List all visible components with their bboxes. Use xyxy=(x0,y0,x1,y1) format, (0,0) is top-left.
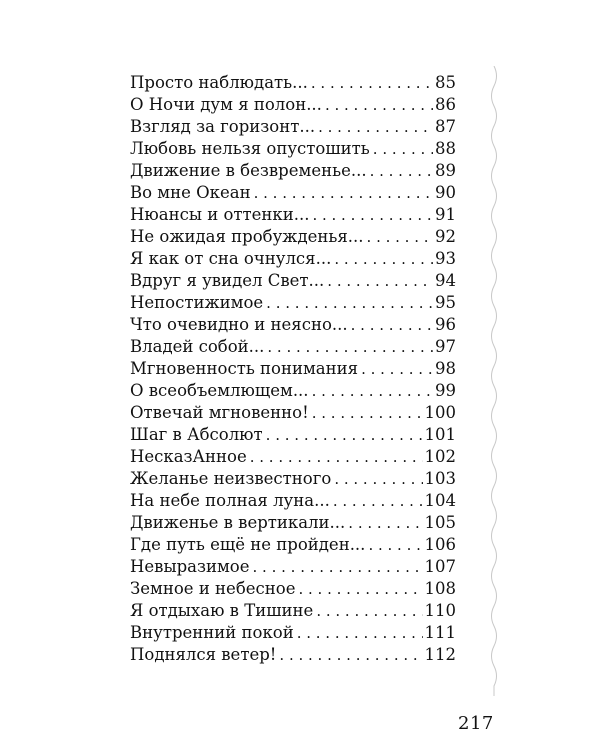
toc-dot-leader xyxy=(368,534,422,556)
toc-entry-page: 100 xyxy=(424,403,456,422)
toc-dot-leader xyxy=(250,446,423,468)
toc-entry-title: О Ночи дум я полон... xyxy=(130,95,322,114)
toc-entry xyxy=(130,270,456,292)
toc-entry-page: 97 xyxy=(435,337,456,356)
toc-dot-leader xyxy=(334,468,422,490)
toc-entry-page: 108 xyxy=(424,579,456,598)
toc-entry-page: 104 xyxy=(424,491,456,510)
table-of-contents xyxy=(130,72,456,666)
toc-entry xyxy=(130,314,456,336)
toc-entry-page: 86 xyxy=(435,95,456,114)
toc-entry xyxy=(130,358,456,380)
toc-entry xyxy=(130,248,456,270)
toc-entry-title: Отвечай мгновенно! xyxy=(130,403,309,422)
toc-entry-title: Любовь нельзя опустошить xyxy=(130,139,370,158)
toc-entry xyxy=(130,578,456,600)
toc-entry xyxy=(130,402,456,424)
toc-entry-page: 112 xyxy=(424,645,456,664)
toc-entry xyxy=(130,160,456,182)
toc-dot-leader xyxy=(361,358,433,380)
toc-dot-leader xyxy=(279,644,422,666)
toc-entry-page: 96 xyxy=(435,315,456,334)
toc-entry xyxy=(130,292,456,314)
toc-entry-page: 93 xyxy=(435,249,456,268)
toc-entry-title: Непостижимое xyxy=(130,293,264,312)
toc-entry-title: Во мне Океан xyxy=(130,183,251,202)
toc-entry-title: Земное и небесное xyxy=(130,579,296,598)
toc-entry xyxy=(130,72,456,94)
toc-entry xyxy=(130,226,456,248)
toc-dot-leader xyxy=(327,270,433,292)
toc-entry xyxy=(130,512,456,534)
toc-entry-page: 88 xyxy=(435,139,456,158)
toc-dot-leader xyxy=(370,160,433,182)
toc-entry-title: На небе полная луна... xyxy=(130,491,330,510)
toc-entry-page: 92 xyxy=(435,227,456,246)
toc-entry-title: Не ожидая пробужденья... xyxy=(130,227,364,246)
toc-entry-page: 102 xyxy=(424,447,456,466)
toc-entry-title: Где путь ещё не пройден... xyxy=(130,535,366,554)
toc-entry xyxy=(130,556,456,578)
toc-dot-leader xyxy=(312,402,423,424)
toc-entry-title: Нюансы и оттенки... xyxy=(130,205,310,224)
toc-entry xyxy=(130,490,456,512)
toc-dot-leader xyxy=(348,512,422,534)
toc-entry-page: 98 xyxy=(435,359,456,378)
toc-dot-leader xyxy=(266,424,423,446)
toc-dot-leader xyxy=(325,94,433,116)
toc-entry-page: 106 xyxy=(424,535,456,554)
page-number: 217 xyxy=(458,713,494,734)
toc-dot-leader xyxy=(266,292,433,314)
toc-entry-title: НесказАнное xyxy=(130,447,247,466)
toc-entry-page: 89 xyxy=(435,161,456,180)
toc-dot-leader xyxy=(267,336,433,358)
toc-entry-page: 90 xyxy=(435,183,456,202)
toc-entry xyxy=(130,468,456,490)
toc-entry-page: 91 xyxy=(435,205,456,224)
toc-entry xyxy=(130,182,456,204)
toc-entry-title: Что очевидно и неясно... xyxy=(130,315,348,334)
toc-entry-title: Мгновенность понимания xyxy=(130,359,359,378)
toc-entry-title: Просто наблюдать... xyxy=(130,73,308,92)
toc-entry-page: 101 xyxy=(424,425,456,444)
toc-entry xyxy=(130,94,456,116)
toc-entry-title: Шаг в Абсолют xyxy=(130,425,263,444)
toc-entry-page: 95 xyxy=(435,293,456,312)
toc-entry-title: Я как от сна очнулся... xyxy=(130,249,332,268)
toc-entry-title: Взгляд за горизонт... xyxy=(130,117,316,136)
toc-dot-leader xyxy=(333,490,423,512)
toc-dot-leader xyxy=(373,138,433,160)
toc-entry-title: Поднялся ветер! xyxy=(130,645,277,664)
toc-entry-page: 105 xyxy=(424,513,456,532)
toc-entry xyxy=(130,446,456,468)
toc-entry-title: Желанье неизвестного xyxy=(130,469,332,488)
toc-dot-leader xyxy=(254,182,433,204)
toc-entry xyxy=(130,644,456,666)
toc-entry-title: Движенье в вертикали... xyxy=(130,513,346,532)
toc-entry-page: 94 xyxy=(435,271,456,290)
toc-entry xyxy=(130,424,456,446)
toc-entry-title: Внутренний покой xyxy=(130,623,294,642)
toc-entry xyxy=(130,204,456,226)
toc-entry xyxy=(130,336,456,358)
toc-dot-leader xyxy=(316,600,422,622)
toc-dot-leader xyxy=(311,72,433,94)
toc-entry-page: 107 xyxy=(424,557,456,576)
toc-entry xyxy=(130,138,456,160)
toc-entry-page: 110 xyxy=(424,601,456,620)
toc-entry-page: 103 xyxy=(424,469,456,488)
toc-entry-title: О всеобъемлющем... xyxy=(130,381,309,400)
toc-entry xyxy=(130,600,456,622)
toc-dot-leader xyxy=(318,116,433,138)
toc-entry-title: Я отдыхаю в Тишине xyxy=(130,601,314,620)
toc-dot-leader xyxy=(253,556,423,578)
toc-entry xyxy=(130,534,456,556)
toc-dot-leader xyxy=(334,248,433,270)
toc-dot-leader xyxy=(312,204,433,226)
toc-dot-leader xyxy=(312,380,433,402)
toc-entry xyxy=(130,380,456,402)
toc-entry-page: 111 xyxy=(424,623,456,642)
toc-dot-leader xyxy=(367,226,433,248)
toc-entry-title: Движение в безвременье... xyxy=(130,161,367,180)
toc-entry-page: 99 xyxy=(435,381,456,400)
toc-entry-page: 87 xyxy=(435,117,456,136)
toc-entry xyxy=(130,116,456,138)
toc-dot-leader xyxy=(351,314,433,336)
page-binding-edge xyxy=(487,66,501,696)
toc-dot-leader xyxy=(298,578,422,600)
toc-entry-title: Вдруг я увидел Свет... xyxy=(130,271,325,290)
toc-entry-page: 85 xyxy=(435,73,456,92)
toc-entry xyxy=(130,622,456,644)
toc-entry-title: Владей собой... xyxy=(130,337,265,356)
toc-entry-title: Невыразимое xyxy=(130,557,250,576)
toc-dot-leader xyxy=(297,622,423,644)
